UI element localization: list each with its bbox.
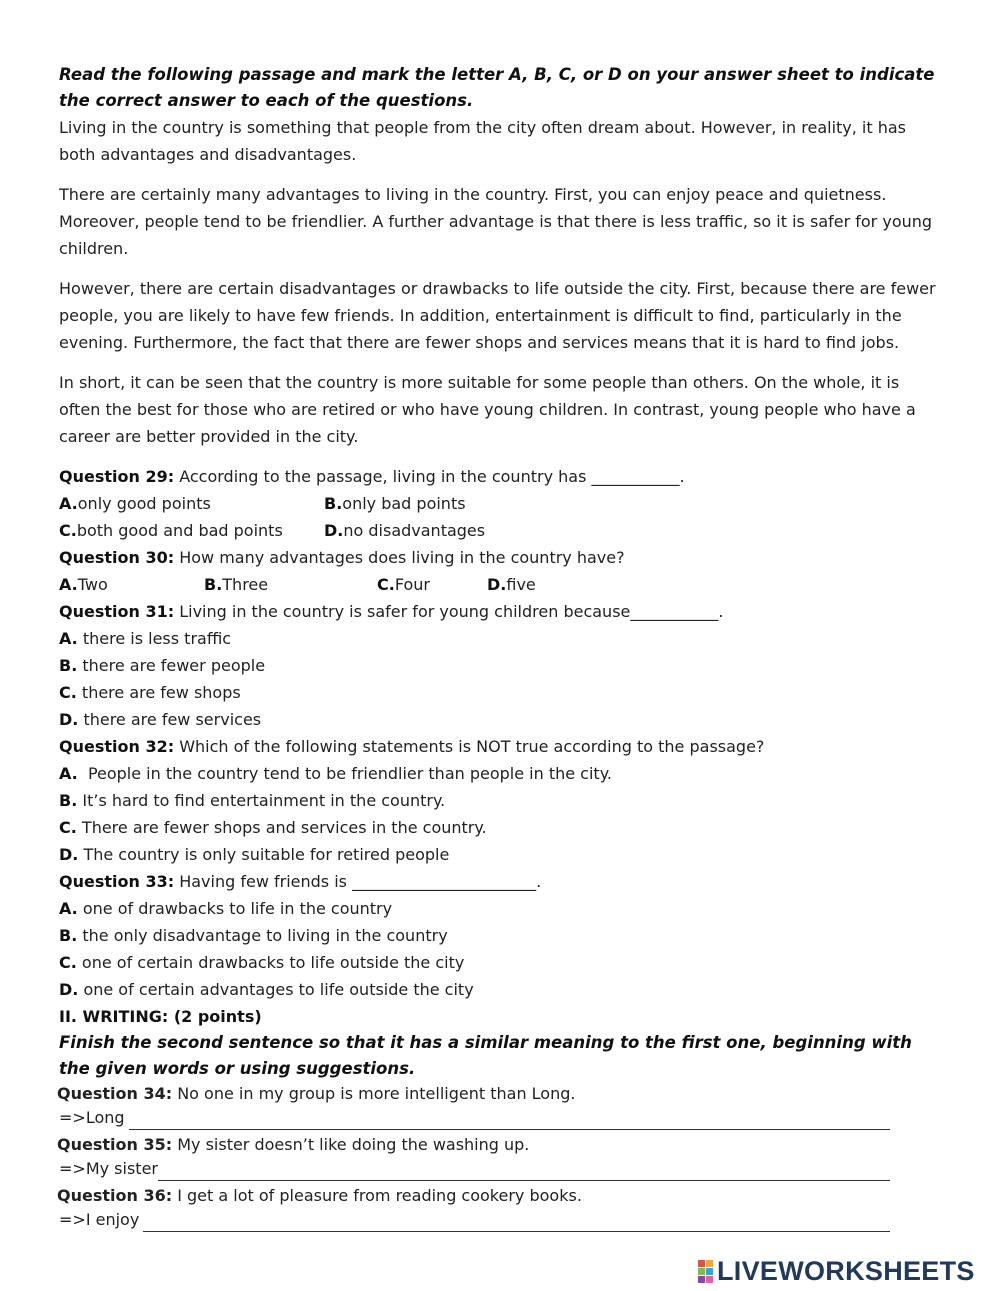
label-text: C. [59, 818, 77, 837]
question-33 [59, 868, 939, 895]
label-text: A. [59, 575, 78, 594]
q30-option-d[interactable] [487, 571, 536, 598]
label-text: A. [59, 494, 78, 513]
label-text: Question 30: [59, 548, 175, 567]
question-35 [57, 1133, 939, 1157]
body-text: both good and bad points [76, 521, 283, 540]
body-text: one of certain drawbacks to life outside the city [76, 953, 465, 972]
label-text: D. [487, 575, 507, 594]
answer-36 [59, 1208, 939, 1232]
passage-paragraph-3: However, there are certain disadvantages or drawbacks to life outside the city. First, because there are fewer people, you are likely to have few friends. In addition, entertainment is difficult to find, particularly in the evening. Furthermore, the fact that there are fewer shops and services means that it is hard to find jobs. [59, 279, 936, 352]
answer-35-input[interactable] [158, 1163, 890, 1181]
body-text: five [506, 575, 536, 594]
q31-option-c[interactable] [59, 679, 939, 706]
q32-option-d[interactable] [59, 841, 939, 868]
label-text: Question 35: [57, 1135, 173, 1154]
logo-block-6 [706, 1276, 713, 1283]
logo-blocks-icon [698, 1260, 713, 1283]
label-text: C. [59, 521, 77, 540]
label-text: Question 31: [59, 602, 175, 621]
body-text: there are fewer people [77, 656, 266, 675]
logo-block-3 [698, 1268, 705, 1275]
body-text: Living in the country is safer for young children because___________. [174, 602, 724, 621]
q33-option-a[interactable] [59, 895, 939, 922]
q30-option-b[interactable] [204, 571, 377, 598]
q32-option-b[interactable] [59, 787, 939, 814]
body-text: there is less traffic [77, 629, 232, 648]
logo-block-4 [706, 1268, 713, 1275]
body-text: My sister doesn’t like doing the washing up. [172, 1135, 530, 1154]
body-text: How many advantages does living in the country have? [174, 548, 625, 567]
label-text: A. [59, 764, 78, 783]
q31-option-a[interactable] [59, 625, 939, 652]
body-text: no disadvantages [343, 521, 486, 540]
logo-text: LIVEWORKSHEETS [717, 1255, 975, 1286]
label-text: D. [59, 980, 79, 999]
label-text: A. [59, 629, 78, 648]
q29-option-c[interactable] [59, 517, 324, 544]
q29-option-d[interactable] [324, 517, 485, 544]
body-text: People in the country tend to be friendlier than people in the city. [77, 764, 612, 783]
question-29 [59, 463, 939, 490]
label-text: D. [324, 521, 344, 540]
q32-option-c[interactable] [59, 814, 939, 841]
label-text: B. [204, 575, 223, 594]
logo-block-1 [698, 1260, 705, 1267]
label-text: D. [59, 845, 79, 864]
writing-heading: II. WRITING: (2 points) [59, 1007, 262, 1026]
body-text: only good points [77, 494, 211, 513]
q29-options-row-2 [59, 517, 939, 544]
q33-option-b[interactable] [59, 922, 939, 949]
answer-35-prompt: =>My sister [59, 1159, 158, 1178]
body-text: Which of the following statements is NOT true according to the passage? [174, 737, 765, 756]
q30-option-a[interactable] [59, 571, 204, 598]
label-text: B. [59, 926, 78, 945]
label-text: Question 32: [59, 737, 175, 756]
q31-option-d[interactable] [59, 706, 939, 733]
label-text: Question 33: [59, 872, 175, 891]
liveworksheets-logo [698, 1254, 975, 1288]
label-text: A. [59, 899, 78, 918]
body-text: According to the passage, living in the country has ___________. [174, 467, 685, 486]
label-text: Question 29: [59, 467, 175, 486]
body-text: one of certain advantages to life outside the city [78, 980, 474, 999]
q29-options-row-1 [59, 490, 939, 517]
q32-option-a[interactable] [59, 760, 939, 787]
label-text: B. [59, 791, 78, 810]
question-32 [59, 733, 939, 760]
logo-block-2 [706, 1260, 713, 1267]
q31-option-b[interactable] [59, 652, 939, 679]
body-text: there are few services [78, 710, 262, 729]
passage-paragraph-2: There are certainly many advantages to living in the country. First, you can enjoy peace and quietness. Moreover, people tend to be friendlier. A further advantage is that there is less traffic, so it is safer for young children. [59, 185, 933, 258]
q30-option-c[interactable] [377, 571, 487, 598]
body-text: one of drawbacks to life in the country [77, 899, 393, 918]
body-text: the only disadvantage to living in the country [77, 926, 448, 945]
body-text: there are few shops [76, 683, 241, 702]
reading-instruction: Read the following passage and mark the letter A, B, C, or D on your answer sheet to indicate the correct answer to each of the questions. [59, 65, 935, 110]
label-text: Question 34: [57, 1084, 173, 1103]
label-text: B. [324, 494, 343, 513]
body-text: Four [394, 575, 430, 594]
answer-34 [59, 1106, 939, 1130]
passage-paragraph-4: In short, it can be seen that the country is more suitable for some people than others. On the whole, it is often the best for those who are retired or who have young children. In contrast, young people who have a career are better provided in the city. [59, 373, 916, 446]
q30-options-row [59, 571, 939, 598]
body-text: It’s hard to find entertainment in the country. [77, 791, 446, 810]
worksheet [59, 62, 939, 1235]
label-text: Question 36: [57, 1186, 173, 1205]
body-text: Three [222, 575, 269, 594]
question-31 [59, 598, 939, 625]
body-text: There are fewer shops and services in the country. [76, 818, 487, 837]
logo-block-5 [698, 1276, 705, 1283]
answer-34-prompt: =>Long [59, 1108, 125, 1127]
writing-instruction: Finish the second sentence so that it has a similar meaning to the first one, beginning with the given words or using suggestions. [59, 1033, 912, 1078]
label-text: C. [59, 683, 77, 702]
body-text: Having few friends is _______________________. [174, 872, 542, 891]
label-text: C. [59, 953, 77, 972]
q33-option-c[interactable] [59, 949, 939, 976]
answer-36-prompt: =>I enjoy [59, 1210, 140, 1229]
body-text: Two [77, 575, 108, 594]
answer-35 [59, 1157, 939, 1181]
body-text: The country is only suitable for retired people [78, 845, 450, 864]
q29-option-b[interactable] [324, 490, 466, 517]
body-text: only bad points [342, 494, 466, 513]
body-text: I get a lot of pleasure from reading cookery books. [172, 1186, 582, 1205]
question-36 [57, 1184, 939, 1208]
q29-option-a[interactable] [59, 490, 324, 517]
answer-34-input[interactable] [129, 1112, 890, 1130]
q33-option-d[interactable] [59, 976, 939, 1003]
passage-paragraph-1: Living in the country is something that people from the city often dream about. However, in reality, it has both advantages and disadvantages. [59, 118, 907, 164]
label-text: C. [377, 575, 395, 594]
answer-36-input[interactable] [143, 1214, 890, 1232]
question-30 [59, 544, 939, 571]
label-text: D. [59, 710, 79, 729]
question-34 [57, 1082, 939, 1106]
body-text: No one in my group is more intelligent than Long. [172, 1084, 576, 1103]
label-text: B. [59, 656, 78, 675]
